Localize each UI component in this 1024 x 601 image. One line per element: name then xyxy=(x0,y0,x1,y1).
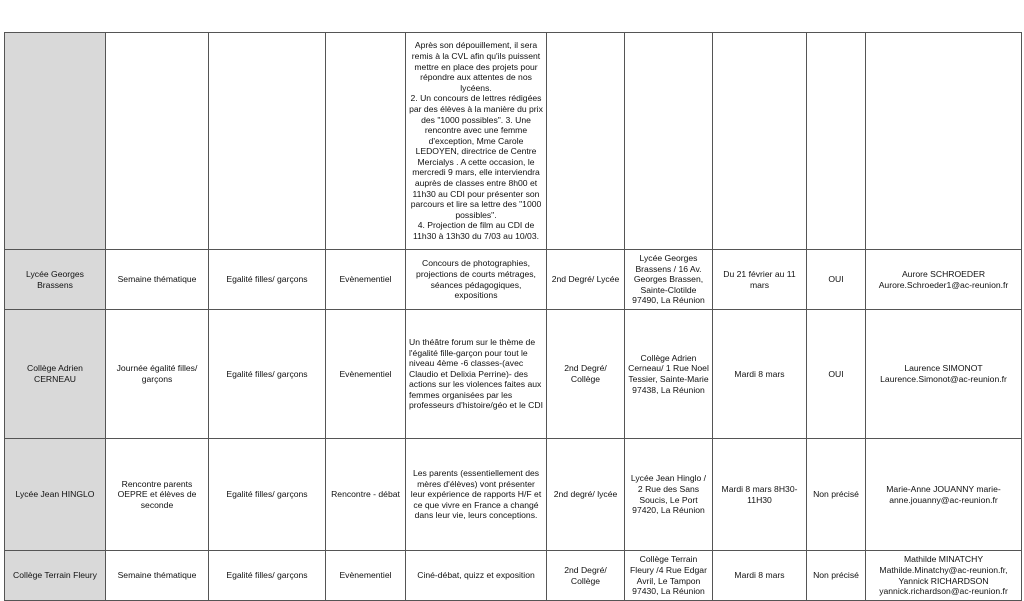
dates-cell: Mardi 8 mars 8H30-11H30 xyxy=(713,439,807,551)
table-row xyxy=(5,439,1022,551)
address-cell: Lycée Jean Hinglo / 2 Rue des Sans Soucis, Le Port 97420, La Réunion xyxy=(625,439,713,551)
address-cell xyxy=(625,33,713,250)
level-cell: 2nd Degré/ Lycée xyxy=(547,250,625,310)
establishment-cell: Collège Terrain Fleury xyxy=(5,551,106,601)
level-cell xyxy=(547,33,625,250)
theme-cell: Egalité filles/ garçons xyxy=(209,250,326,310)
level-cell: 2nd Degré/ Collège xyxy=(547,310,625,439)
status-cell: Non précisé xyxy=(807,439,866,551)
contact-cell: Mathilde MINATCHY Mathilde.Minatchy@ac-reunion.fr, Yannick RICHARDSON yannick.richardson@ac-reunion.fr xyxy=(866,551,1022,601)
type-cell xyxy=(326,33,406,250)
theme-cell: Egalité filles/ garçons xyxy=(209,439,326,551)
dates-cell: Du 21 février au 11 mars xyxy=(713,250,807,310)
type-cell: Evènementiel xyxy=(326,551,406,601)
address-cell: Collège Terrain Fleury /4 Rue Edgar Avril, Le Tampon 97430, La Réunion xyxy=(625,551,713,601)
table-row xyxy=(5,250,1022,310)
description-cell: Ciné-débat, quizz et exposition xyxy=(406,551,547,601)
establishment-cell: Collège Adrien CERNEAU xyxy=(5,310,106,439)
type-cell: Evènementiel xyxy=(326,250,406,310)
action-cell xyxy=(106,33,209,250)
establishment-cell: Lycée Georges Brassens xyxy=(5,250,106,310)
contact-cell: Laurence SIMONOT Laurence.Simonot@ac-reunion.fr xyxy=(866,310,1022,439)
description-cell: Concours de photographies, projections de courts métrages, séances pédagogiques, expositions xyxy=(406,250,547,310)
status-cell xyxy=(807,33,866,250)
description-text: Après son dépouillement, il sera remis à la CVL afin qu'ils puissent mettre en place des projets pour répondre aux attentes de nos lycéens. 2. Un concours de lettres rédigées par des élèves à la manière du prix des "1000 possibles". 3. Une rencontre avec une femme d'exception, Mme Carole LEDOYEN, directrice de Centre Mercialys . A cette occasion, le mercredi 9 mars, elle interviendra auprès de classes entre 8h00 et 11h30 au CDI pour présenter son parcours et lire sa lettre des "1000 possibles". 4. Projection de film au CDI de 11h30 à 13h30 du 7/03 au 10/03. xyxy=(409,40,543,242)
establishment-cell: Lycée Jean HINGLO xyxy=(5,439,106,551)
theme-cell xyxy=(209,33,326,250)
type-cell: Rencontre - débat xyxy=(326,439,406,551)
description-cell: Les parents (essentiellement des mères d'élèves) vont présenter leur expérience de rapports H/F et ce que vivre en France a changé dans leur vie, leurs conceptions. xyxy=(406,439,547,551)
contact-cell xyxy=(866,33,1022,250)
dates-cell: Mardi 8 mars xyxy=(713,310,807,439)
actions-table xyxy=(4,32,1022,601)
contact-cell: Marie-Anne JOUANNY marie-anne.jouanny@ac-reunion.fr xyxy=(866,439,1022,551)
level-cell: 2nd Degré/ Collège xyxy=(547,551,625,601)
status-cell: OUI xyxy=(807,250,866,310)
table-row xyxy=(5,551,1022,601)
level-cell: 2nd degré/ lycée xyxy=(547,439,625,551)
action-cell: Journée égalité filles/ garçons xyxy=(106,310,209,439)
status-cell: Non précisé xyxy=(807,551,866,601)
status-cell: OUI xyxy=(807,310,866,439)
table-row xyxy=(5,310,1022,439)
theme-cell: Egalité filles/ garçons xyxy=(209,551,326,601)
action-cell: Semaine thématique xyxy=(106,250,209,310)
contact-cell: Aurore SCHROEDER Aurore.Schroeder1@ac-reunion.fr xyxy=(866,250,1022,310)
dates-cell xyxy=(713,33,807,250)
description-cell xyxy=(406,33,547,250)
address-cell: Lycée Georges Brassens / 16 Av. Georges Brassen, Sainte-Clotilde 97490, La Réunion xyxy=(625,250,713,310)
table-row xyxy=(5,33,1022,250)
theme-cell: Egalité filles/ garçons xyxy=(209,310,326,439)
establishment-cell xyxy=(5,33,106,250)
action-cell: Semaine thématique xyxy=(106,551,209,601)
address-cell: Collège Adrien Cerneau/ 1 Rue Noel Tessier, Sainte-Marie 97438, La Réunion xyxy=(625,310,713,439)
description-cell: Un théâtre forum sur le thème de l'égalité fille-garçon pour tout le niveau 4ème -6 classes-(avec Claudio et Delixia Perrine)- des actions sur les violences faites aux femmes organisées par les professeurs d'histoire/géo et le CDI xyxy=(406,310,547,439)
type-cell: Evènementiel xyxy=(326,310,406,439)
dates-cell: Mardi 8 mars xyxy=(713,551,807,601)
action-cell: Rencontre parents OEPRE et élèves de seconde xyxy=(106,439,209,551)
